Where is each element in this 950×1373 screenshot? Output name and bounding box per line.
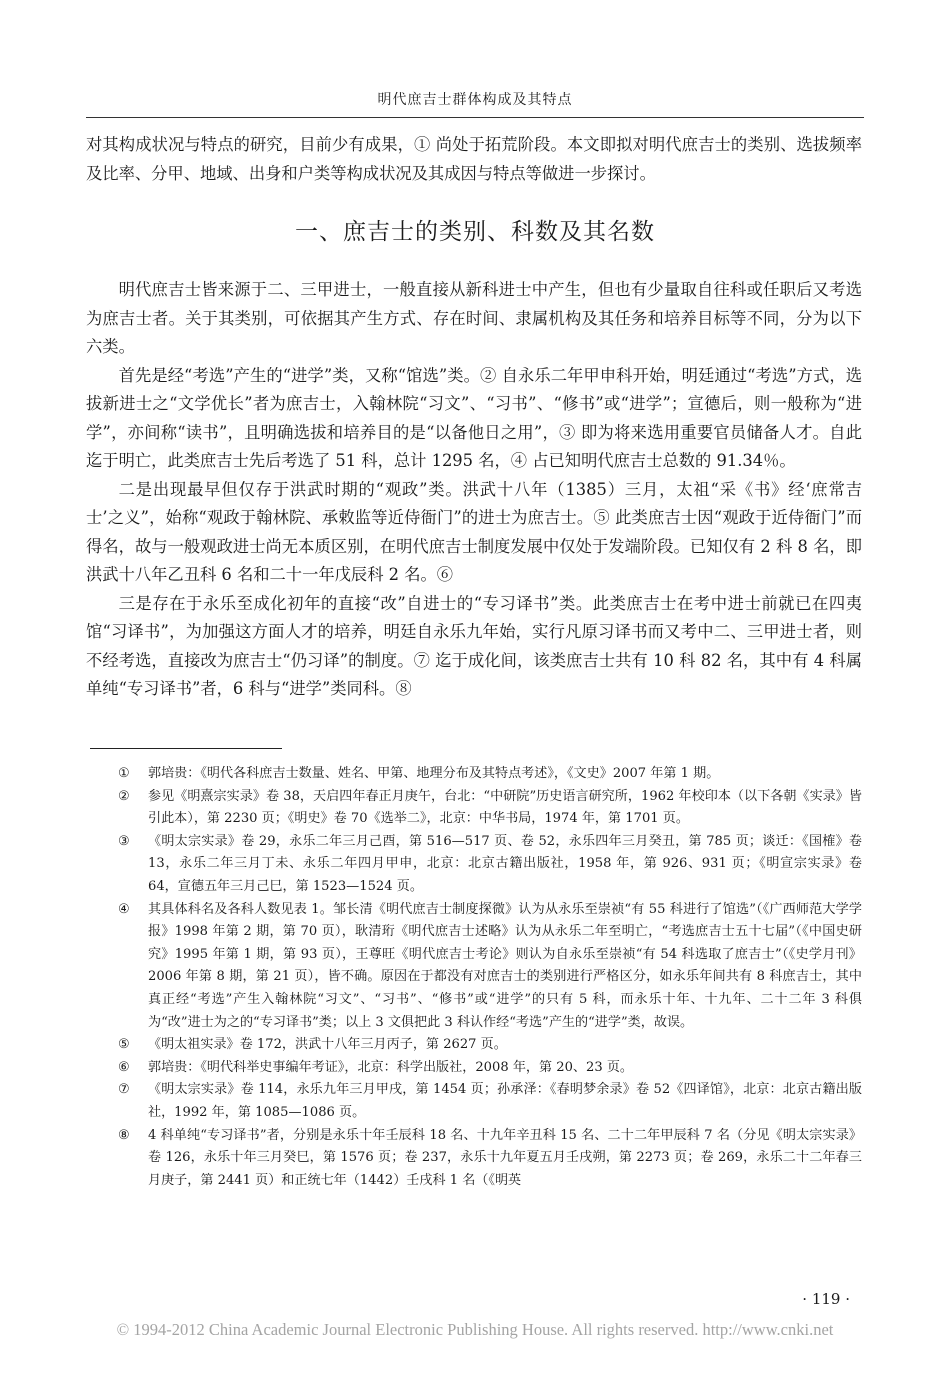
copyright-watermark: © 1994-2012 China Academic Journal Electronic Publishing House. All rights reserved. http://www.cnki.net — [116, 1320, 834, 1339]
footnote-text: 《明太祖实录》卷 172，洪武十八年三月丙子，第 2627 页。 — [148, 1037, 507, 1053]
section-body — [86, 276, 862, 704]
footnote-mark: ⑧ — [118, 1127, 130, 1143]
footnote-mark: ⑥ — [118, 1059, 130, 1075]
footnote-text: 参见《明熹宗实录》卷 38，天启四年春正月庚午，台北：“中研院”历史语言研究所，1962 年校印本（以下各朝《实录》皆引此本），第 2230 页；《明史》卷 70《选举二》，北京：中华书局，1974 年，第 1701 页。 — [148, 788, 862, 827]
footnote-mark: ② — [118, 788, 130, 804]
footnote-mark: ① — [118, 766, 130, 781]
footnote-mark: ③ — [118, 833, 130, 849]
footnote — [118, 1125, 862, 1193]
footnote — [118, 831, 862, 899]
footnote — [118, 1034, 862, 1057]
footnote-mark: ⑤ — [118, 1037, 130, 1053]
body-paragraph-1: 明代庶吉士皆来源于二、三甲进士，一般直接从新科进士中产生，但也有少量取自往科或任职后又考选为庶吉士者。关于其类别，可依据其产生方式、存在时间、隶属机构及其任务和培养目标等不同，分为以下六类。 — [86, 280, 862, 356]
footnote-text: 郭培贵：《明代科举史事编年考证》，北京：科学出版社，2008 年，第 20、23 页。 — [148, 1059, 634, 1075]
footnote-text: 《明太宗实录》卷 114，永乐九年三月甲戌，第 1454 页；孙承泽：《春明梦余录》卷 52《四译馆》，北京：北京古籍出版社，1992 年，第 1085—1086 页。 — [148, 1082, 862, 1120]
footnote-mark: ⑦ — [118, 1082, 130, 1098]
footnote — [118, 786, 862, 831]
footnote — [118, 1079, 862, 1124]
page-number: · 119 · — [802, 1290, 850, 1308]
footnotes-list — [118, 763, 862, 1192]
footnote-text: 郭培贵：《明代各科庶吉士数量、姓名、甲第、地理分布及其特点考述》，《文史》2007 年第 1 期。 — [148, 766, 720, 781]
footnote-rule — [90, 748, 282, 749]
section-heading: 一、庶吉士的类别、科数及其名数 — [295, 219, 655, 245]
footnote — [118, 763, 862, 786]
footnote-mark: ④ — [118, 901, 130, 917]
body-paragraph-2: 首先是经“考选”产生的“进学”类，又称“馆选”类。② 自永乐二年甲申科开始，明廷通过“考选”方式，选拔新进士之“文学优长”者为庶吉士，入翰林院“习文”、“习书”、“修书”或“进学”；宣德后，则一般称为“进学”，亦间称“读书”，且明确选拔和培养目的是“以备他日之用”，③ 即为将来选用重要官员储备人才。自此迄于明亡，此类庶吉士先后考选了 51 科，总计 1295 名，④ 占已知明代庶吉士总数的 91.34％。 — [86, 365, 862, 470]
footnote-text: 4 科单纯“专习译书”者，分别是永乐十年壬辰科 18 名、十九年辛丑科 15 名、二十二年甲辰科 7 名（分见《明太宗实录》卷 126，永乐十年三月癸巳，第 1576 页；卷 237，永乐十九年夏五月壬戌朔，第 2273 页；卷 269，永乐二十二年春三月庚子，第 2441 页）和正统七年（1442）壬戌科 1 名（《明英 — [148, 1127, 862, 1188]
footnote — [118, 899, 862, 1035]
intro-block — [86, 131, 862, 188]
intro-paragraph: 对其构成状况与特点的研究，目前少有成果，① 尚处于拓荒阶段。本文即拟对明代庶吉士的类别、选拔频率及比率、分甲、地域、出身和户类等构成状况及其成因与特点等做进一步探讨。 — [86, 135, 862, 183]
header-rule — [86, 117, 864, 118]
footnote — [118, 1057, 862, 1080]
footnote-text: 《明太宗实录》卷 29，永乐二年三月己酉，第 516—517 页、卷 52，永乐四年三月癸丑，第 785 页；谈迁：《国榷》卷 13，永乐二年三月丁未、永乐二年四月甲申，北京：北京古籍出版社，1958 年，第 926、931 页；《明宣宗实录》卷 64，宣德五年三月己巳，第 1523—1524 页。 — [148, 833, 862, 894]
body-paragraph-4: 三是存在于永乐至成化初年的直接“改”自进士的“专习译书”类。此类庶吉士在考中进士前就已在四夷馆“习译书”，为加强这方面人才的培养，明廷自永乐九年始，实行凡原习译书而又考中二、三甲进士者，则不经考选，直接改为庶吉士“仍习译”的制度。⑦ 迄于成化间，该类庶吉士共有 10 科 82 名，其中有 4 科属单纯“专习译书”者，6 科与“进学”类同科。⑧ — [86, 593, 862, 698]
running-header: 明代庶吉士群体构成及其特点 — [377, 92, 573, 108]
footnote-text: 其具体科名及各科人数见表 1。邹长清《明代庶吉士制度探微》认为从永乐至崇祯“有 55 科进行了馆选”（《广西师范大学学报》1998 年第 2 期，第 70 页），耿清珩《明代庶吉士述略》认为从永乐二年至明亡，“考选庶吉士五十七届”（《中国史研究》1995 年第 1 期，第 93 页），王尊旺《明代庶吉士考论》则认为自永乐至崇祯“有 54 科选取了庶吉士”（《史学月刊》2006 年第 8 期，第 21 页），皆不确。原因在于都没有对庶吉士的类别进行严格区分，如永乐年间共有 8 科庶吉士，其中真正经“考选”产生入翰林院“习文”、“习书”、“修书”或“进学”的只有 5 科，而永乐十年、十九年、二十二年 3 科俱为“改”进士为之的“专习译书”类；以上 3 文俱把此 3 科认作经“考选”产生的“进学”类，故误。 — [148, 901, 862, 1030]
body-paragraph-3: 二是出现最早但仅存于洪武时期的“观政”类。洪武十八年（1385）三月，太祖“采《书》经‘庶常吉士’之义”，始称“观政于翰林院、承敕监等近侍衙门”的进士为庶吉士。⑤ 此类庶吉士因“观政于近侍衙门”而得名，故与一般观政进士尚无本质区别，在明代庶吉士制度发展中仅处于发端阶段。已知仅有 2 科 8 名，即洪武十八年乙丑科 6 名和二十一年戊辰科 2 名。⑥ — [86, 479, 862, 584]
